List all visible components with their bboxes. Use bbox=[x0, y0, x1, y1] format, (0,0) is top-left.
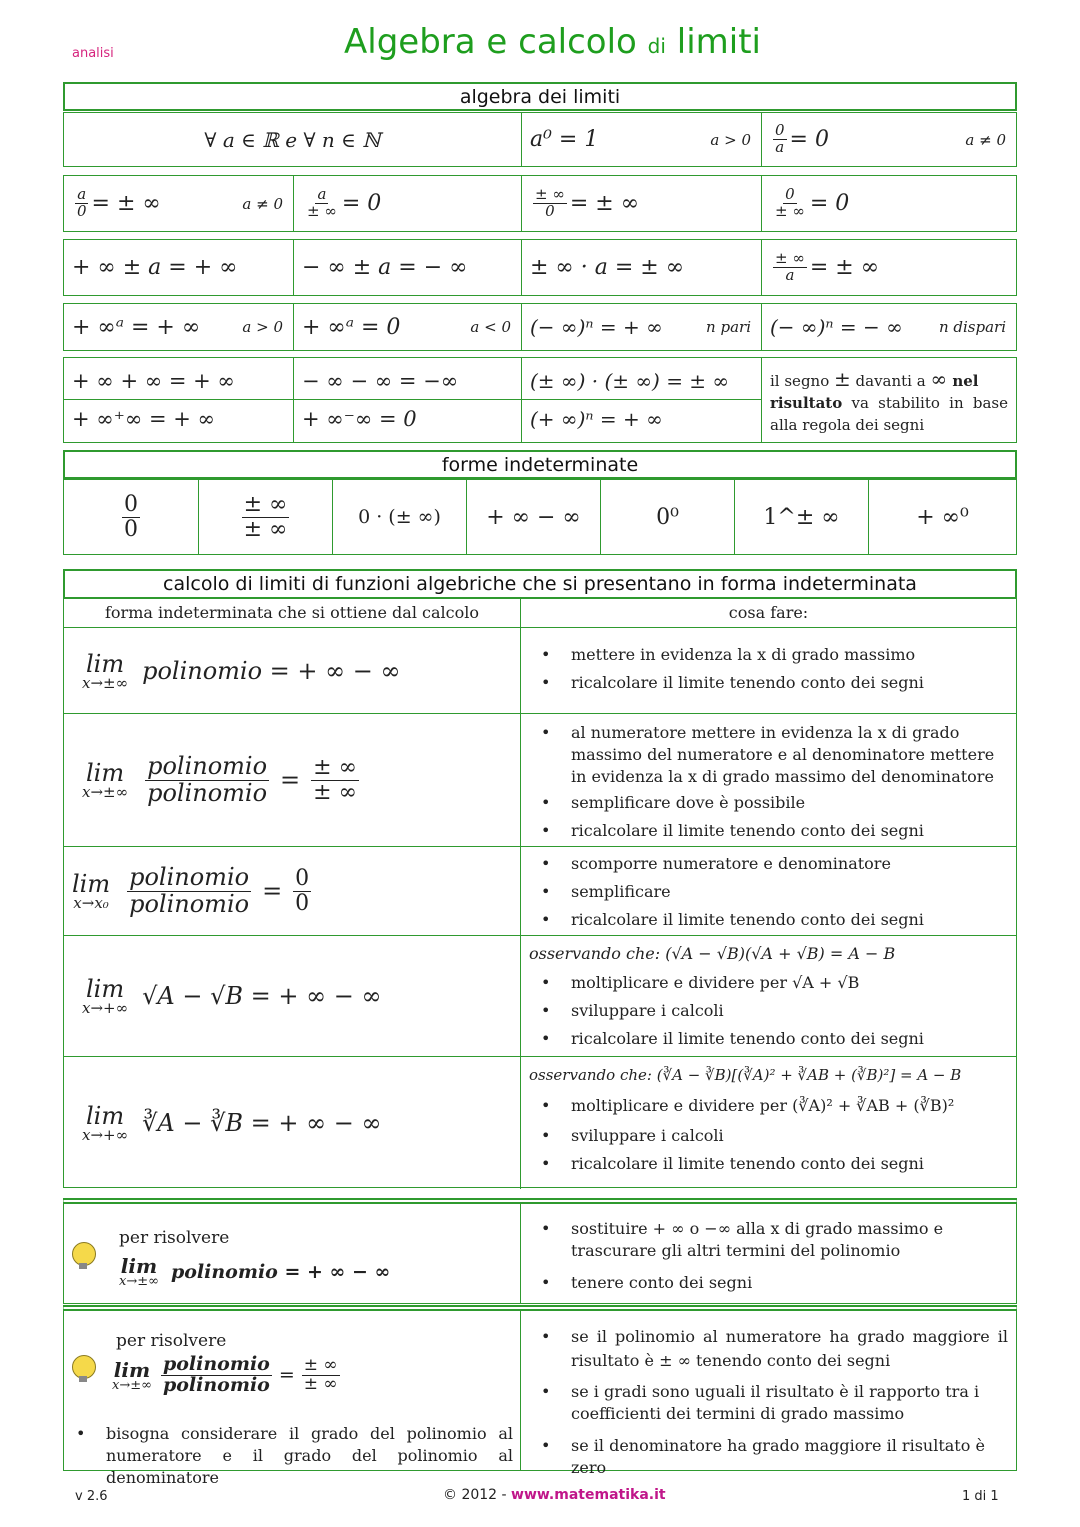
step: • ricalcolare il limite tenendo conto dei segni bbox=[529, 909, 1008, 931]
tip2-left-item: • bisogna considerare il grado del polinomio al numeratore e il grado del polinomio al denominatore bbox=[64, 1423, 519, 1489]
step: • ricalcolare il limite tenendo conto dei segni bbox=[529, 672, 1008, 694]
form-0-pow-0: 0⁰ bbox=[601, 480, 735, 554]
algebra-row-2 bbox=[63, 175, 1017, 232]
calc-row-ratio-inf bbox=[64, 713, 1016, 846]
tip-box-1 bbox=[63, 1198, 1017, 1304]
rule-inf-plus-a: + ∞ ± a = + ∞ bbox=[64, 240, 294, 295]
rule-inf-times-a: ± ∞ · a = ± ∞ bbox=[522, 240, 762, 295]
lightbulb-icon bbox=[72, 1242, 96, 1266]
section-tag: analisi bbox=[72, 46, 114, 61]
step: • se il polinomio al numeratore ha grado maggiore il risultato è ± ∞ tenendo conto dei segni bbox=[529, 1325, 1008, 1373]
tip2-intro: per risolvere bbox=[116, 1331, 227, 1351]
rule-0-over-inf: $\frac{0}{\pm \infty}$ = 0 bbox=[775, 185, 850, 220]
copyright: © 2012 - www.matematika.it bbox=[443, 1487, 666, 1503]
rule-neg-inf-pow-n-odd: (− ∞)ⁿ = − ∞ n dispari bbox=[770, 315, 1006, 339]
step: • se i gradi sono uguali il risultato è il rapporto tra i coefficienti dei termini di grado massimo bbox=[529, 1381, 1008, 1425]
algebra-row-1 bbox=[63, 112, 1017, 167]
form-0-times-inf: 0 · (± ∞) bbox=[333, 480, 467, 554]
observation: osservando che: (√A − √B)(√A + √B) = A − B bbox=[529, 944, 896, 963]
rule-inf-over-0: $\frac{\pm \infty}{0}$ = ± ∞ bbox=[522, 176, 762, 231]
rules-minus-inf: − ∞ − ∞ = −∞ + ∞⁻∞ = 0 bbox=[294, 358, 522, 442]
tip1-intro: per risolvere bbox=[119, 1228, 230, 1248]
calc-row-cbrt-expr: lim x→+∞ ∛A − ∛B = + ∞ − ∞ bbox=[64, 1057, 521, 1189]
step: • semplificare dove è possibile bbox=[529, 792, 1008, 814]
calc-head-left: forma indeterminata che si ottiene dal calcolo bbox=[64, 599, 521, 627]
tip2-steps bbox=[521, 1311, 1016, 1477]
form-0-over-0: $\frac{0}{0}$ bbox=[64, 480, 199, 554]
rule-inf-pow-a-pos: + ∞ᵃ = + ∞ a > 0 bbox=[64, 304, 294, 350]
calc-row-ratio-inf-expr: lim x→±∞ $\frac{\text{polinomio}}{\text{polinomio}}$ = $\frac{\pm \infty}{\pm \infty}$ bbox=[64, 714, 521, 846]
indeterminate-title: forme indeterminate bbox=[63, 450, 1017, 479]
form-inf-minus-inf: + ∞ − ∞ bbox=[467, 480, 601, 554]
sign-rule-note: il segno ± davanti a ∞ nel risultato va stabilito in base alla regola dei segni bbox=[770, 367, 1008, 434]
step: • mettere in evidenza la x di grado massimo bbox=[529, 644, 1008, 666]
rule-inf-over-a: $\frac{\pm \infty}{a}$ = ± ∞ bbox=[775, 249, 880, 284]
step: • scomporre numeratore e denominatore bbox=[529, 853, 1008, 875]
step: • ricalcolare il limite tenendo conto dei segni bbox=[529, 1028, 1008, 1050]
lightbulb-icon bbox=[72, 1355, 96, 1379]
calc-row-poly bbox=[64, 627, 1016, 713]
tip1-left bbox=[64, 1204, 521, 1303]
page-title: Algebra e calcolo di limiti bbox=[344, 22, 761, 62]
calc-row-ratio-zero-steps bbox=[521, 847, 1016, 935]
step: • moltiplicare e dividere per √A + √B bbox=[529, 972, 1008, 994]
form-inf-pow-0: + ∞⁰ bbox=[916, 504, 969, 530]
rule-inf-pow-a-neg: + ∞ᵃ = 0 a < 0 bbox=[294, 304, 522, 350]
calc-row-ratio-inf-steps bbox=[521, 714, 1016, 846]
calc-row-sqrt-expr: lim x→+∞ √A − √B = + ∞ − ∞ bbox=[64, 936, 521, 1056]
calc-title: calcolo di limiti di funzioni algebriche che si presentano in forma indeterminata bbox=[63, 569, 1017, 599]
version-label: v 2.6 bbox=[75, 1489, 108, 1504]
step: • semplificare bbox=[529, 881, 1008, 903]
calc-row-sqrt-steps bbox=[521, 936, 1016, 1056]
calc-row-cbrt bbox=[64, 1056, 1016, 1189]
step: • moltiplicare e dividere per (∛A)² + ∛AB + (∛B)² bbox=[529, 1095, 1008, 1117]
rule-a-over-0: $\frac{a}{0}$ = ± ∞ a ≠ 0 bbox=[64, 176, 294, 231]
calc-table bbox=[63, 598, 1017, 1188]
step: • al numeratore mettere in evidenza la x di grado massimo del numeratore e al denominatore mettere in evidenza la x di grado massimo del denominatore bbox=[529, 722, 1008, 788]
calc-head-right: cosa fare: bbox=[728, 603, 809, 622]
calc-row-ratio-zero-expr: lim x→x₀ $\frac{\text{polinomio}}{\text{polinomio}}$ = $\frac{0}{0}$ bbox=[64, 847, 521, 935]
calc-row-sqrt bbox=[64, 935, 1016, 1056]
site-link[interactable]: www.matematika.it bbox=[511, 1487, 666, 1503]
tip2-left bbox=[64, 1311, 521, 1487]
indeterminate-forms-row bbox=[63, 479, 1017, 555]
calc-row-poly-steps bbox=[521, 628, 1016, 713]
step: • tenere conto dei segni bbox=[529, 1272, 1008, 1294]
tip1-expr: lim x→±∞ polinomio = + ∞ − ∞ bbox=[119, 1254, 391, 1289]
quantifier-cell: ∀ a ∈ ℝ e ∀ n ∈ ℕ bbox=[64, 113, 522, 166]
row5-divider bbox=[63, 399, 762, 400]
page-number: 1 di 1 bbox=[962, 1489, 999, 1504]
step: • se il denominatore ha grado maggiore il risultato è zero bbox=[529, 1435, 1008, 1479]
rules-plus-inf: + ∞ + ∞ = + ∞ + ∞⁺∞ = + ∞ bbox=[64, 358, 294, 442]
calc-row-cbrt-steps bbox=[521, 1057, 1016, 1189]
step: • sostituire + ∞ o −∞ alla x di grado massimo e trascurare gli altri termini del polinomio bbox=[529, 1218, 1008, 1262]
step: • ricalcolare il limite tenendo conto dei segni bbox=[529, 820, 1008, 842]
rules-products: (± ∞) · (± ∞) = ± ∞ (+ ∞)ⁿ = + ∞ bbox=[522, 358, 762, 442]
algebra-row-5 bbox=[63, 357, 1017, 443]
calc-head-row bbox=[64, 599, 1016, 627]
tip2-expr: lim x→±∞ $\frac{\text{polinomio}}{\text{polinomio}}$ = $\frac{\pm \infty}{\pm \infty}$ bbox=[112, 1353, 338, 1396]
algebra-row-4 bbox=[63, 303, 1017, 351]
tip1-steps bbox=[521, 1204, 1016, 1303]
algebra-row-3 bbox=[63, 239, 1017, 296]
algebra-title: algebra dei limiti bbox=[63, 82, 1017, 111]
observation: osservando che: (∛A − ∛B)[(∛A)² + ∛AB + (∛B)²] = A − B bbox=[529, 1066, 962, 1084]
step: • ricalcolare il limite tenendo conto dei segni bbox=[529, 1153, 1008, 1175]
tip-box-2 bbox=[63, 1305, 1017, 1487]
step: • sviluppare i calcoli bbox=[529, 1125, 1008, 1147]
calc-row-ratio-zero bbox=[64, 846, 1016, 935]
rule-a-pow-0: a⁰ = 1 a > 0 bbox=[522, 113, 762, 166]
calc-row-poly-expr: lim x→±∞ polinomio = + ∞ − ∞ bbox=[64, 628, 521, 713]
rule-0-over-a: $\frac{0}{a}$ = 0 a ≠ 0 bbox=[775, 121, 1006, 156]
rule-neg-inf-plus-a: − ∞ ± a = − ∞ bbox=[294, 240, 522, 295]
rule-a-over-inf: $\frac{a}{\pm \infty}$ = 0 bbox=[294, 176, 522, 231]
step: • sviluppare i calcoli bbox=[529, 1000, 1008, 1022]
form-1-pow-inf: 1^± ∞ bbox=[735, 480, 869, 554]
form-inf-over-inf: $\frac{\pm \infty}{\pm \infty}$ bbox=[199, 480, 333, 554]
rule-neg-inf-pow-n-even: (− ∞)ⁿ = + ∞ n pari bbox=[522, 304, 762, 350]
